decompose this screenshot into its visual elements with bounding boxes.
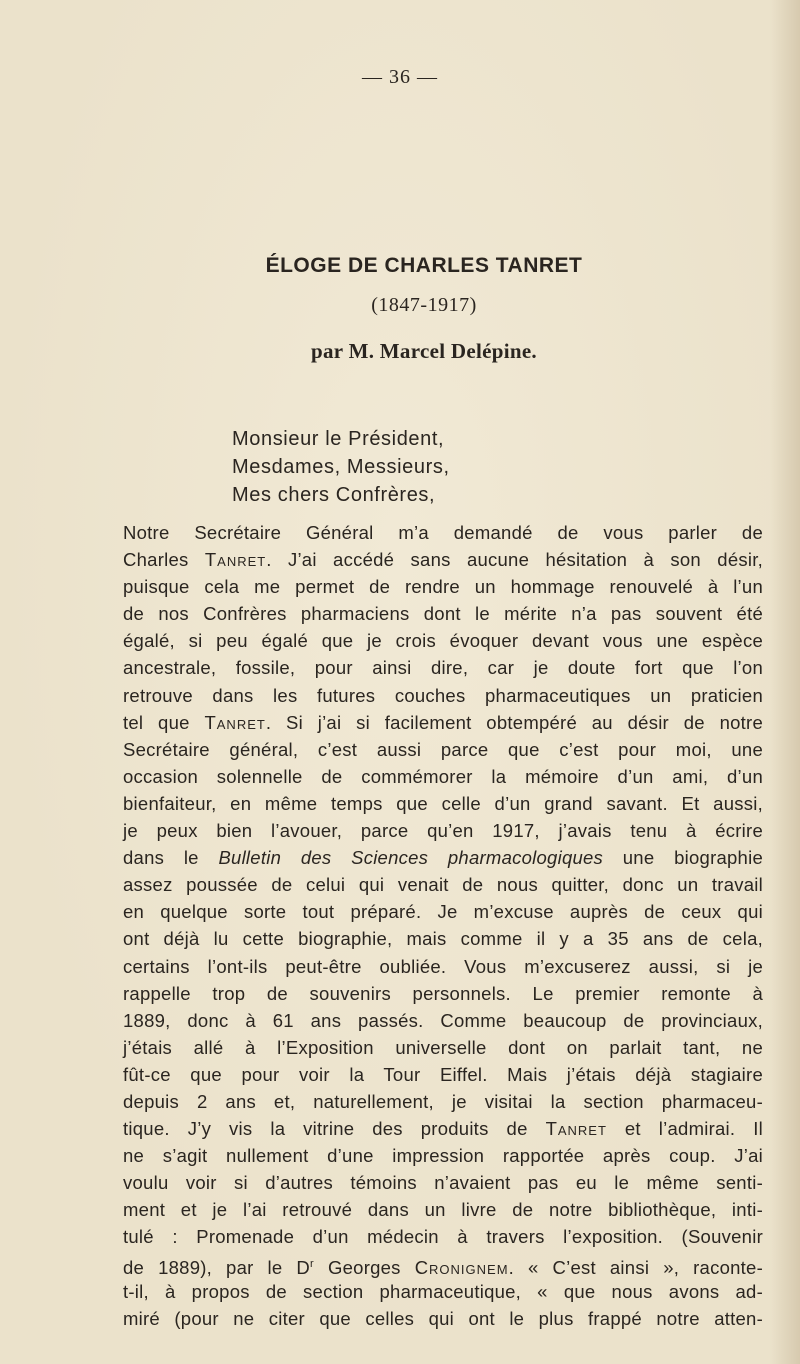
person-name: Cronignem (414, 1256, 509, 1278)
text-run: Georges (313, 1256, 415, 1278)
body-text-line (123, 1034, 763, 1061)
text-run: tique. J’y vis la vitrine des produits de (123, 1118, 546, 1140)
body-text-line (123, 844, 763, 871)
text-run: voulu voir si d’autres témoins n’avaient pas eu le même senti- (123, 1172, 763, 1194)
text-run: et l’admirai. Il (606, 1118, 763, 1140)
person-name: Tanret (204, 711, 266, 733)
text-run: rappelle trop de souvenirs personnels. Le premier remonte à (123, 982, 763, 1004)
person-name: Tanret (545, 1118, 607, 1140)
text-run: j’étais allé à l’Exposition universelle dont on parlait tant, ne (123, 1036, 763, 1058)
document-dates: (1847-1917) (371, 294, 477, 316)
text-run: . « C’est ainsi », raconte- (508, 1256, 763, 1278)
body-text-line (123, 1061, 763, 1088)
text-run: retrouve dans les futures couches pharmaceutiques un praticien (123, 684, 763, 706)
body-text-line (123, 871, 763, 898)
body-text-line (123, 1115, 763, 1142)
text-run: ne s’agit nullement d’une impression rapportée après coup. J’ai (123, 1145, 763, 1167)
body-text-line (123, 817, 763, 844)
body-text-line (123, 709, 763, 736)
body-text-line (123, 980, 763, 1007)
text-run: dans le (123, 847, 219, 869)
body-text-line (123, 1278, 763, 1305)
text-run: fût-ce que pour voir la Tour Eiffel. Mais j’étais déjà stagiaire (123, 1063, 763, 1085)
text-run: ont déjà lu cette biographie, mais comme il y a 35 ans de cela, (123, 928, 763, 950)
text-run: une biographie (603, 847, 763, 869)
body-text-line (123, 546, 763, 573)
text-run: égalé, si peu égalé que je crois évoquer devant vous une espèce (123, 630, 763, 652)
text-run: certains l’ont-ils peut-être oubliée. Vous m’excuserez aussi, si je (123, 955, 763, 977)
body-text-line (123, 682, 763, 709)
salutation-line: Mes chers Confrères, (232, 484, 436, 506)
text-run: Charles (123, 549, 205, 571)
text-run: . Si j’ai si facilement obtempéré au désir de notre (265, 711, 763, 733)
salutation-line: Mesdames, Messieurs, (232, 456, 450, 478)
document-author: par M. Marcel Delépine. (311, 339, 537, 363)
text-run: ment et je l’ai retrouvé dans un livre de notre bibliothèque, inti- (123, 1199, 763, 1221)
text-run: r (310, 1257, 314, 1270)
text-run: ancestrale, fossile, pour ainsi dire, car je doute fort que l’on (123, 657, 763, 679)
text-run: 1889, donc à 61 ans passés. Comme beaucoup de provinciaux, (123, 1009, 763, 1031)
text-run: Secrétaire général, c’est aussi parce que c’est pour moi, une (123, 738, 763, 760)
document-title: ÉLOGE DE CHARLES TANRET (265, 254, 583, 277)
text-run: de nos Confrères pharmaciens dont le mérite n’a pas souvent été (123, 603, 763, 625)
body-text-line (123, 736, 763, 763)
body-text-line (123, 573, 763, 600)
body-text-line (123, 627, 763, 654)
salutation-block (232, 425, 450, 509)
publication-title: Bulletin des Sciences pharmacologiques (218, 847, 604, 869)
page-edge-shadow (770, 0, 800, 1364)
text-run: bienfaiteur, en même temps que celle d’un grand savant. Et aussi, (123, 792, 763, 814)
text-run: puisque cela me permet de rendre un hommage renouvelé à l’un (123, 576, 763, 598)
body-text-line (123, 1305, 763, 1332)
body-text-line (123, 925, 763, 952)
body-text-line (123, 519, 763, 546)
body-text-line (123, 1223, 763, 1250)
text-run: Notre Secrétaire Général m’a demandé de vous parler de (123, 522, 763, 543)
body-text-line (123, 953, 763, 980)
page-number: — 36 — (362, 66, 438, 88)
body-text-line (123, 790, 763, 817)
text-run: . J’ai accédé sans aucune hésitation à son désir, (266, 549, 763, 571)
body-text-line (123, 654, 763, 681)
text-run: de 1889), par le D (123, 1256, 311, 1278)
person-name: Tanret (204, 549, 267, 571)
text-run: tel que (123, 711, 205, 733)
text-run: t-il, à propos de section pharmaceutique, « que nous avons ad- (123, 1280, 763, 1302)
body-text-line (123, 1007, 763, 1034)
text-run: miré (pour ne citer que celles qui ont le plus frappé notre atten- (123, 1307, 763, 1329)
text-run: assez poussée de celui qui venait de nous quitter, donc un travail (123, 874, 763, 896)
text-run: je peux bien l’avouer, parce qu’en 1917, j’avais tenu à écrire (123, 820, 763, 842)
body-text-line (123, 600, 763, 627)
text-run: en quelque sorte tout préparé. Je m’excuse auprès de ceux qui (123, 901, 763, 923)
salutation-line: Monsieur le Président, (232, 428, 445, 450)
body-text-line (123, 1169, 763, 1196)
body-text-line (123, 1251, 763, 1278)
body-text-line (123, 1088, 763, 1115)
body-text-line (123, 1196, 763, 1223)
body-paragraph (123, 519, 763, 1332)
text-run: depuis 2 ans et, naturellement, je visitai la section pharmaceu- (123, 1090, 763, 1112)
body-text-line (123, 763, 763, 790)
body-text-line (123, 1142, 763, 1169)
text-run: occasion solennelle de commémorer la mémoire d’un ami, d’un (123, 765, 763, 787)
body-text-line (123, 898, 763, 925)
text-run: tulé : Promenade d’un médecin à travers l’exposition. (Souvenir (123, 1226, 763, 1248)
